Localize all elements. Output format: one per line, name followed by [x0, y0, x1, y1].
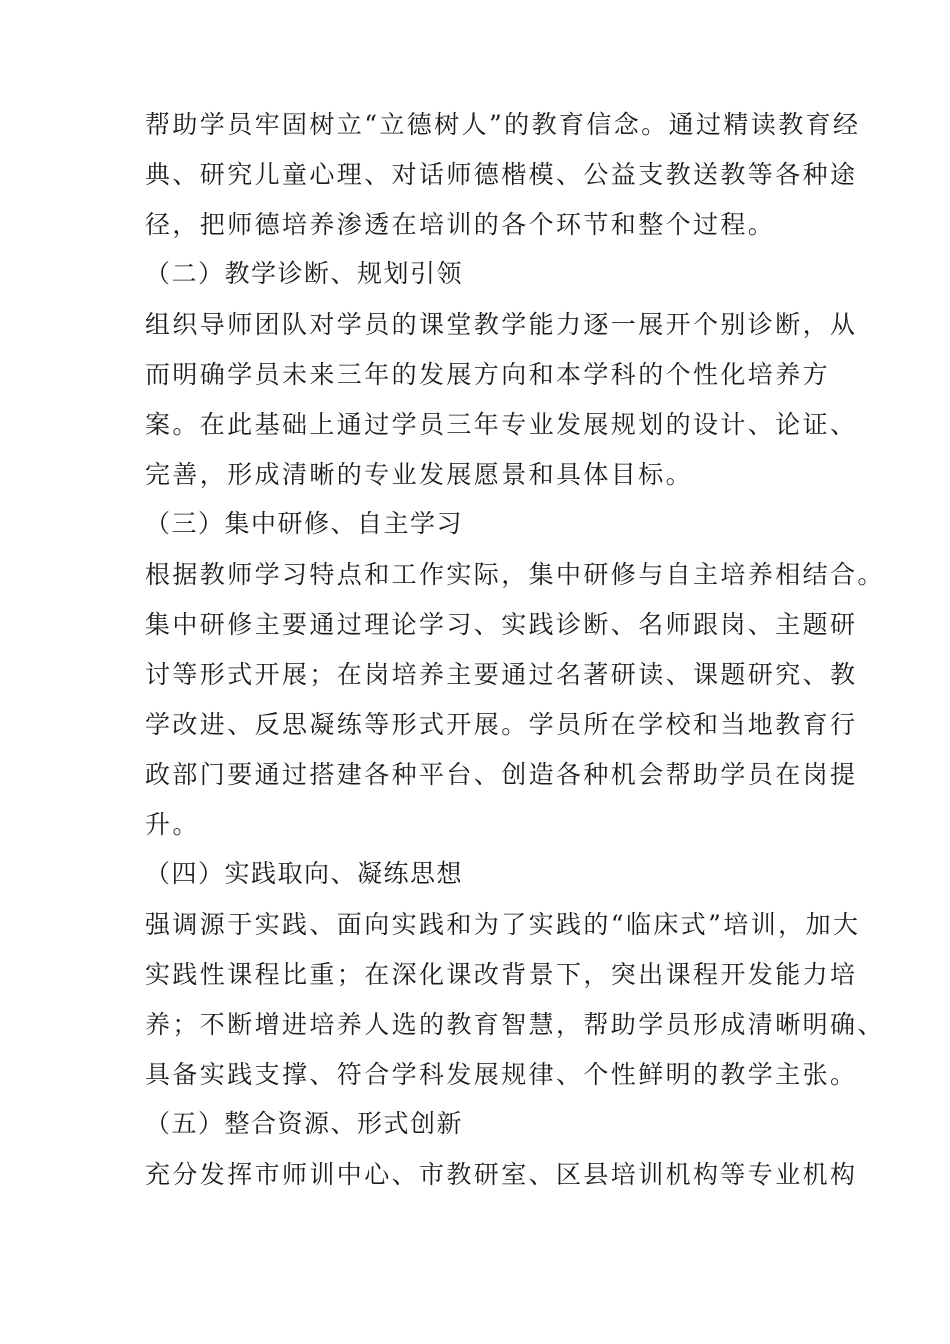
paragraph-line: 典、研究儿童心理、对话师德楷模、公益支教送教等各种途	[145, 160, 858, 189]
paragraph-line: 实践性课程比重；在深化课改背景下，突出课程开发能力培	[145, 960, 858, 989]
paragraph-line: 升。	[145, 810, 200, 839]
section-heading: （三）集中研修、自主学习	[145, 509, 464, 538]
paragraph-line: 而明确学员未来三年的发展方向和本学科的个性化培养方	[145, 360, 831, 389]
paragraph-line: 组织导师团队对学员的课堂教学能力逐一展开个别诊断，从	[145, 310, 858, 339]
paragraph-line: 强调源于实践、面向实践和为了实践的“临床式”培训，加大	[145, 910, 861, 939]
paragraph-line: 具备实践支撑、符合学科发展规律、个性鲜明的教学主张。	[145, 1060, 858, 1089]
section-heading: （四）实践取向、凝练思想	[145, 859, 464, 888]
paragraph-line: 案。在此基础上通过学员三年专业发展规划的设计、论证、	[145, 410, 858, 439]
section-heading: （二）教学诊断、规划引领	[145, 259, 464, 288]
paragraph-line: 政部门要通过搭建各种平台、创造各种机会帮助学员在岗提	[145, 760, 858, 789]
paragraph-line: 讨等形式开展；在岗培养主要通过名著研读、课题研究、教	[145, 660, 858, 689]
section-heading: （五）整合资源、形式创新	[145, 1109, 464, 1138]
paragraph-line: 集中研修主要通过理论学习、实践诊断、名师跟岗、主题研	[145, 610, 858, 639]
paragraph-line: 完善，形成清晰的专业发展愿景和具体目标。	[145, 460, 694, 489]
paragraph-line: 学改进、反思凝练等形式开展。学员所在学校和当地教育行	[145, 710, 858, 739]
paragraph-line: 帮助学员牢固树立“立德树人”的教育信念。通过精读教育经	[145, 110, 861, 139]
paragraph-line: 径，把师德培养渗透在培训的各个环节和整个过程。	[145, 210, 776, 239]
paragraph-line: 根据教师学习特点和工作实际，集中研修与自主培养相结合。	[145, 560, 885, 589]
paragraph-line: 充分发挥市师训中心、市教研室、区县培训机构等专业机构	[145, 1160, 858, 1189]
paragraph-line: 养；不断增进培养人选的教育智慧，帮助学员形成清晰明确、	[145, 1010, 885, 1039]
